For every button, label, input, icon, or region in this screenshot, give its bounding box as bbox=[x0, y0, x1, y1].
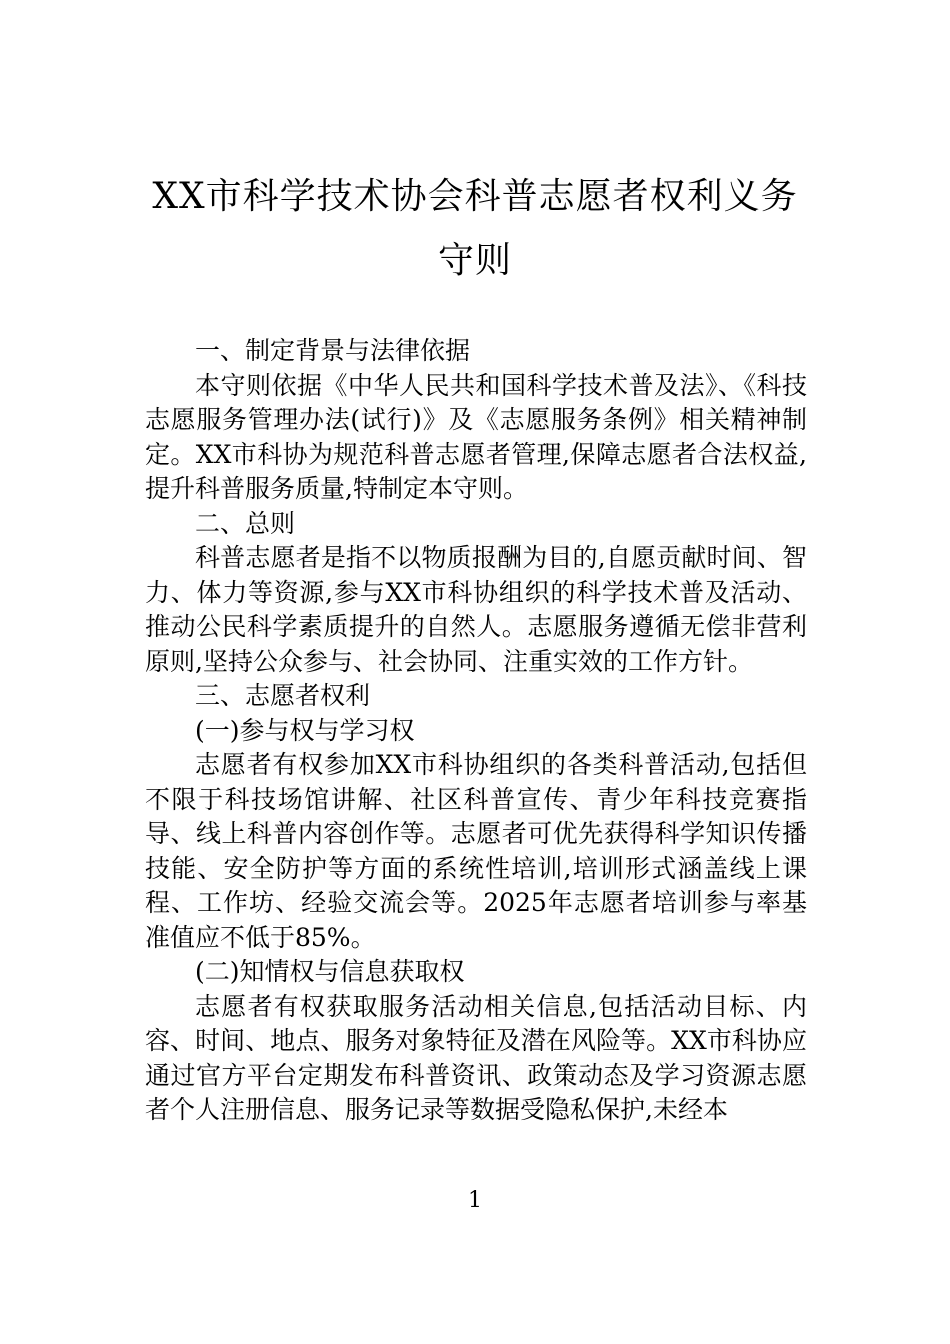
section-heading: 三、志愿者权利 bbox=[195, 681, 371, 710]
subsection-heading: (二)知情权与信息获取权 bbox=[195, 957, 465, 986]
subsection-heading: (一)参与权与学习权 bbox=[195, 715, 415, 745]
body-paragraph: 本守则依据《中华人民共和国科学技术普及法》、《科技志愿服务管理办法(试行)》及《志愿服务条例》相关精神制定。XX市科协为规范科普志愿者管理,保障志愿者合法权益,提升科普服务质量,特制定本守则。 bbox=[145, 370, 807, 503]
page-number: 1 bbox=[468, 1188, 482, 1213]
body-paragraph: 科普志愿者是指不以物质报酬为目的,自愿贡献时间、智力、体力等资源,参与XX市科协组织的科学技术普及活动、推动公民科学素质提升的自然人。志愿服务遵循无偿非营利原则,坚持公众参与、社会协同、注重实效的工作方针。 bbox=[145, 543, 807, 676]
document-body bbox=[145, 334, 807, 1128]
section-heading: 二、总则 bbox=[195, 508, 296, 538]
body-paragraph: 志愿者有权参加XX市科协组织的各类科普活动,包括但不限于科技场馆讲解、社区科普宣传、青少年科技竞赛指导、线上科普内容创作等。志愿者可优先获得科学知识传播技能、安全防护等方面的系统性培训,培训形式涵盖线上课程、工作坊、经验交流会等。2025年志愿者培训参与率基准值应不低于85%。 bbox=[145, 750, 807, 952]
section-heading: 一、制定背景与法律依据 bbox=[195, 336, 471, 365]
document-title: XX市科学技术协会科普志愿者权利义务守则 bbox=[152, 176, 798, 281]
body-paragraph: 志愿者有权获取服务活动相关信息,包括活动目标、内容、时间、地点、服务对象特征及潜在风险等。XX市科协应通过官方平台定期发布科普资讯、政策动态及学习资源志愿者个人注册信息、服务记录等数据受隐私保护,未经本 bbox=[145, 991, 807, 1124]
